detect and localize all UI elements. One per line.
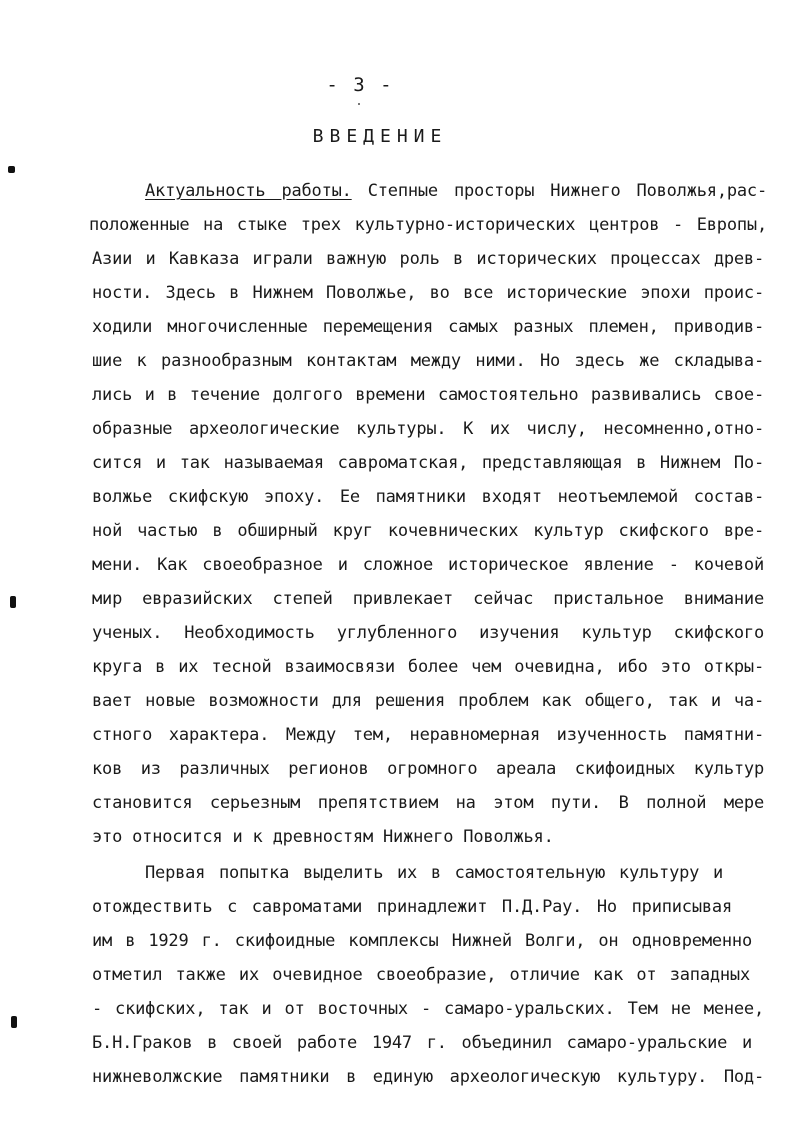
text-line: образные археологические культуры. К их числу, несомненно,отно- (92, 419, 764, 439)
scan-mark (10, 596, 16, 608)
line-text: Степные просторы Нижнего Поволжья,рас- (367, 181, 767, 201)
text-line: им в 1929 г. скифоидные комплексы Нижней Волги, он одновременно (92, 931, 752, 951)
page-title: ВВЕДЕНИЕ (312, 126, 448, 147)
text-line: мени. Как своеобразное и сложное историческое явление - кочевой (92, 555, 764, 575)
text-line: - скифских, так и от восточных - самаро-уральских. Тем не менее, (92, 999, 764, 1019)
text-line: вает новые возможности для решения проблем как общего, так и ча- (92, 691, 764, 711)
text-line: отметил также их очевидное своеобразие, отличие как от западных (92, 965, 750, 985)
text-line: нижневолжские памятники в единую археологическую культуру. Под- (92, 1067, 764, 1087)
text-line: волжье скифскую эпоху. Ее памятники входят неотъемлемой состав- (92, 487, 764, 507)
text-line: ков из различных регионов огромного ареала скифоидных культур (92, 759, 764, 779)
text-line: ной частью в обширный круг кочевнических культур скифского вре- (92, 521, 764, 541)
text-line: ходили многочисленные перемещения самых разных племен, приводив- (92, 317, 764, 337)
text-line: становится серьезным препятствием на этом пути. В полной мере (92, 793, 764, 813)
text-line: положенные на стыке трех культурно-исторических центров - Европы, (89, 215, 767, 235)
text-line: Азии и Кавказа играли важную роль в исторических процессах древ- (92, 249, 764, 269)
text-line: это относится и к древностям Нижнего Поволжья. (92, 827, 554, 847)
text-line: круга в их тесной взаимосвязи более чем очевидна, ибо это откры- (92, 657, 764, 677)
text-line: сится и так называемая савроматская, представляющая в Нижнем По- (92, 453, 764, 473)
page-number: - 3 - (326, 74, 394, 96)
text-line: ности. Здесь в Нижнем Поволжье, во все исторические эпохи проис- (92, 283, 764, 303)
scan-mark (11, 1016, 17, 1028)
text-line: Б.Н.Граков в своей работе 1947 г. объединил самаро-уральские и (92, 1033, 752, 1053)
text-line: шие к разнообразным контактам между ними. Но здесь же складыва- (92, 351, 764, 371)
text-line: мир евразийских степей привлекает сейчас пристальное внимание (92, 589, 764, 609)
text-line: лись и в течение долгого времени самостоятельно развивались свое- (92, 385, 764, 405)
scan-mark (8, 166, 15, 173)
scan-mark (358, 103, 360, 105)
text-line: Первая попытка выделить их в самостоятельную культуру и (145, 863, 723, 883)
text-line (145, 180, 767, 202)
section-heading: Актуальность работы. (145, 181, 352, 201)
text-line: стного характера. Между тем, неравномерная изученность памятни- (92, 725, 764, 745)
text-line: ученых. Необходимость углубленного изучения культур скифского (92, 623, 764, 643)
text-line: отождествить с савроматами принадлежит П.Д.Рау. Но приписывая (92, 897, 732, 917)
